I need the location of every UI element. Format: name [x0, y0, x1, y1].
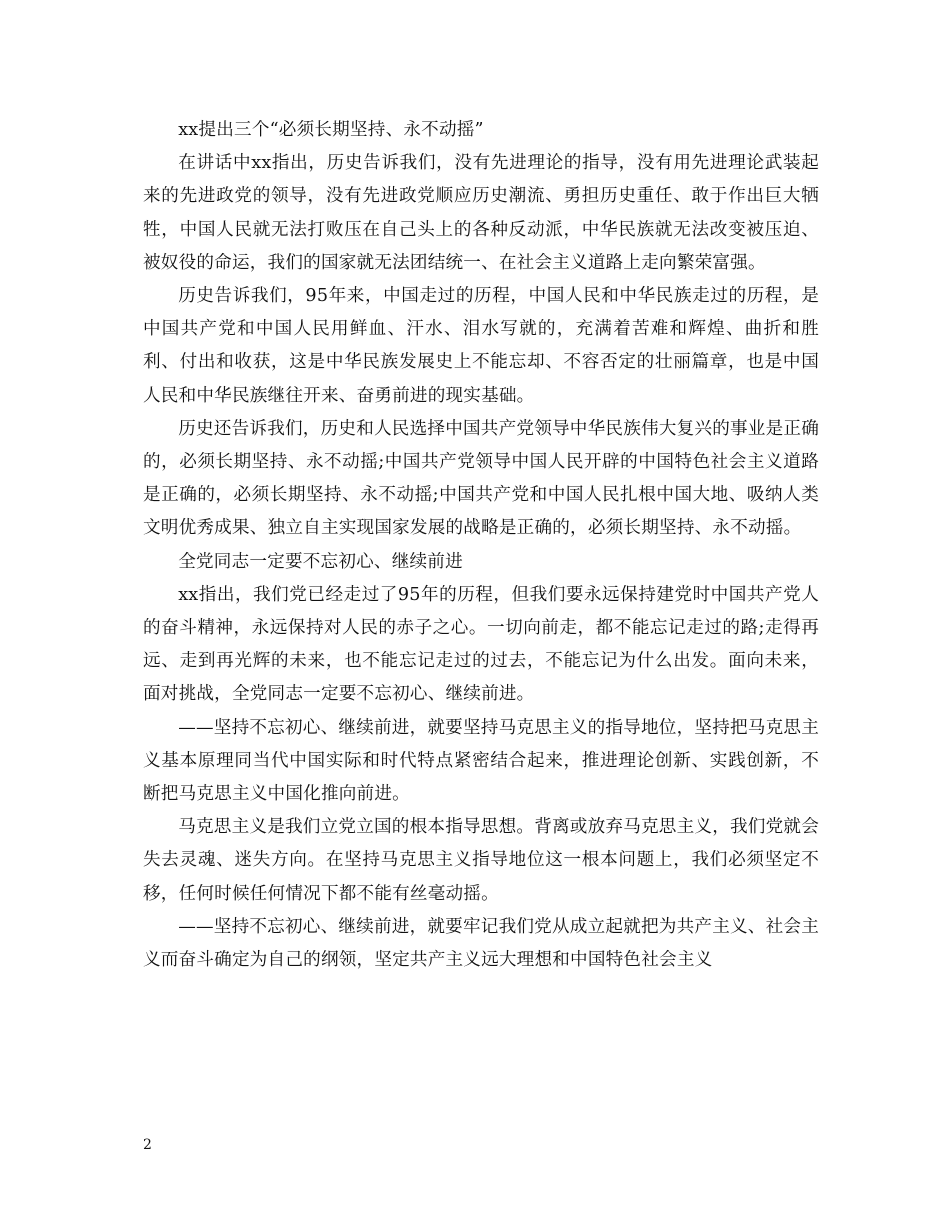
section-heading-never-forget: 全党同志一定要不忘初心、继续前进: [178, 551, 463, 572]
paragraph: 在讲话中xx指出，历史告诉我们，没有先进理论的指导，没有用先进理论武装起来的先进政党的领导，没有先进政党顺应历史潮流、勇担历史重任、敢于作出巨大牺牲，中国人民就无法打败压在自己头上的各种反动派，中华民族就无法改变被压迫、被奴役的命运，我们的国家就无法团结统一、在社会主义道路上走向繁荣富强。: [143, 153, 819, 273]
paragraph: ——坚持不忘初心、继续前进，就要牢记我们党从成立起就把为共产主义、社会主义而奋斗确定为自己的纲领，坚定共产主义远大理想和中国特色社会主义: [143, 916, 819, 971]
paragraph: 马克思主义是我们立党立国的根本指导思想。背离或放弃马克思主义，我们党就会失去灵魂、迷失方向。在坚持马克思主义指导地位这一根本问题上，我们必须坚定不移，任何时候任何情况下都不能有丝毫动摇。: [143, 817, 819, 904]
page-number: 2: [143, 1137, 152, 1153]
paragraph: 历史还告诉我们，历史和人民选择中国共产党领导中华民族伟大复兴的事业是正确的，必须长期坚持、永不动摇;中国共产党领导中国人民开辟的中国特色社会主义道路是正确的，必须长期坚持、永不动摇;中国共产党和中国人民扎根中国大地、吸纳人类文明优秀成果、独立自主实现国家发展的战略是正确的，必须长期坚持、永不动摇。: [143, 418, 819, 539]
paragraph: 历史告诉我们，95年来，中国走过的历程，中国人民和中华民族走过的历程，是中国共产党和中国人民用鲜血、汗水、泪水写就的，充满着苦难和辉煌、曲折和胜利、付出和收获，这是中华民族发展史上不能忘却、不容否定的壮丽篇章，也是中国人民和中华民族继往开来、奋勇前进的现实基础。: [143, 286, 819, 406]
section-heading-three-must: xx提出三个“必须长期坚持、永不动摇”: [178, 120, 484, 140]
document-body: [143, 114, 819, 977]
paragraph: ——坚持不忘初心、继续前进，就要坚持马克思主义的指导地位，坚持把马克思主义基本原理同当代中国实际和时代特点紧密结合起来，推进理论创新、实践创新，不断把马克思主义中国化推向前进。: [143, 717, 819, 805]
paragraph: xx指出，我们党已经走过了95年的历程，但我们要永远保持建党时中国共产党人的奋斗精神，永远保持对人民的赤子之心。一切向前走，都不能忘记走过的路;走得再远、走到再光辉的未来，也不能忘记走过的过去，不能忘记为什么出发。面向未来，面对挑战，全党同志一定要不忘初心、继续前进。: [143, 584, 819, 705]
